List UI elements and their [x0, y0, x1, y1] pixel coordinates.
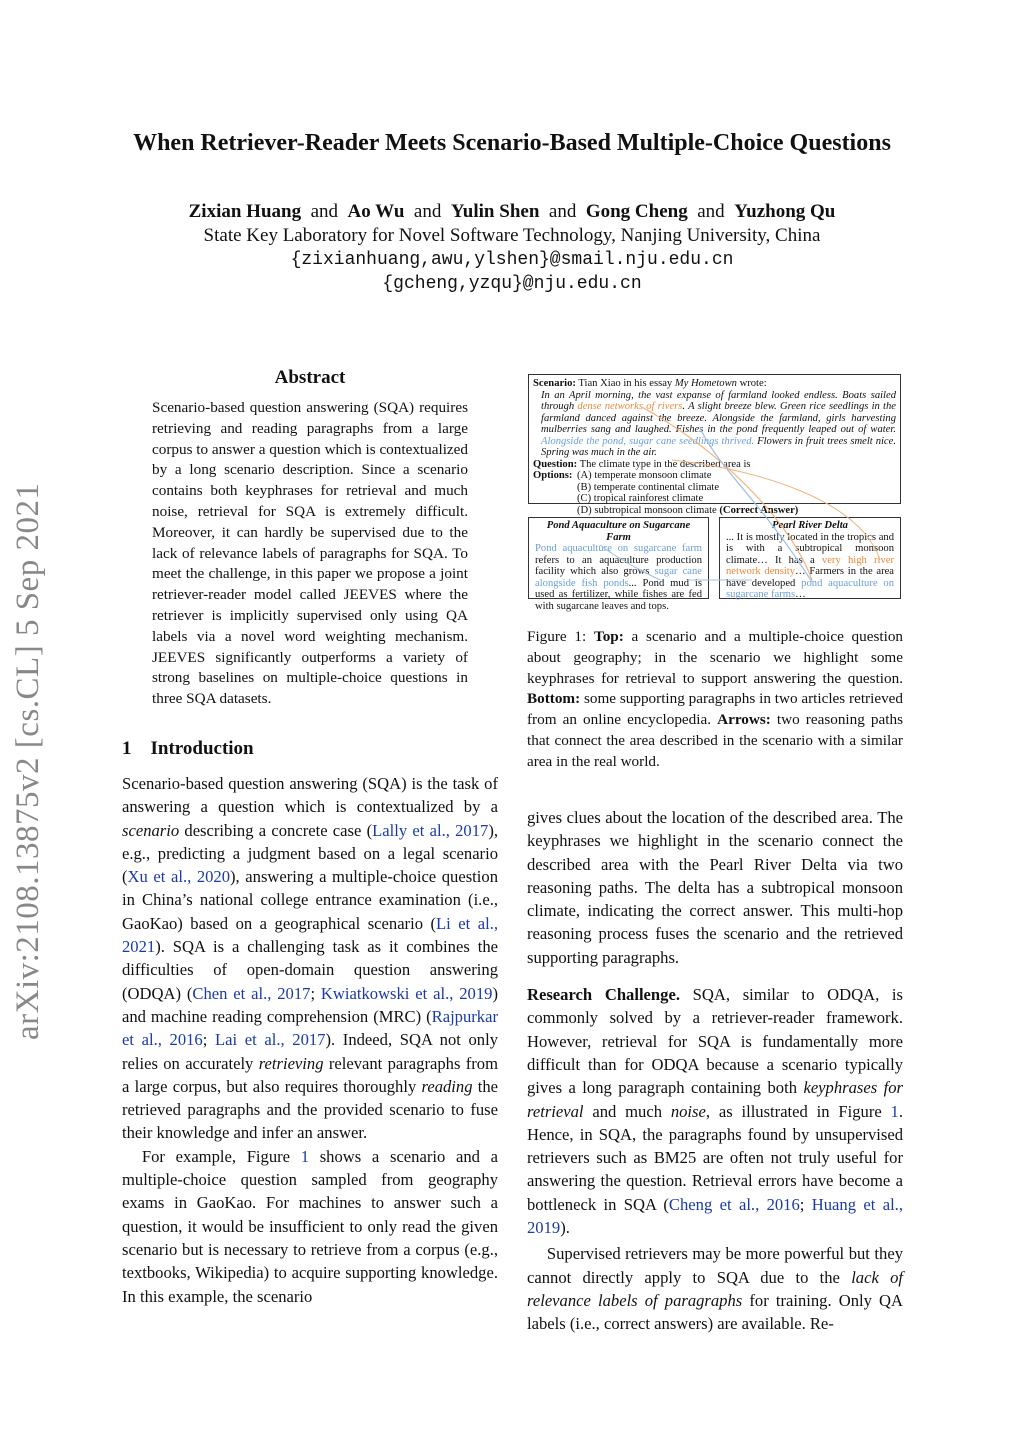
citation-link[interactable]: Lally et al., 2017 — [372, 820, 489, 840]
figure-paragraph-box-2: Pearl River Delta ... It is mostly located in the tropics and is with a subtropical monsoon climate… It has a very high river network density… Farmers in the area have developed pond aquaculture on sugarcane farms… — [719, 517, 901, 599]
and-word: and — [697, 201, 725, 222]
scenario-text: In an April morning, the vast expanse of farmland looked endless. Boats sailed through dense networks of rivers. A slight breeze blew. Green rice seedlings in the farmland danced against the breeze. Alongside the farmland, girls harvesting mulberries sang and laughed. Fishes in the pond frequently leaped out of water. Alongside the pond, sugar cane seedlings thrived. Flowers in fruit trees smelt nice. Spring was much in the air. — [541, 389, 897, 458]
paper-title: When Retriever-Reader Meets Scenario-Based Multiple-Choice Questions — [133, 130, 891, 156]
intro-paragraph-2: For example, Figure 1 shows a scenario and a multiple-choice question sampled from geography exams in GaoKao. For machines to answer such a question, it would be insufficient to only read the given scenario but is necessary to retrieve from a corpus (e.g., textbooks, Wikipedia) to acquire supporting knowledge. In this example, the scenario — [122, 1146, 498, 1306]
figure-scenario-box: Scenario: Tian Xiao in his essay My Hometown wrote: In an April morning, the vast expanse of farmland looked endless. Boats sailed through dense networks of rivers. A slight breeze blew. Green rice seedlings in the farmland danced against the breeze. Alongside the farmland, girls harvesting mulberries sang and laughed. Fishes in the pond frequently leaped out of water. Alongside the pond, sugar cane seedlings thrived. Flowers in fruit trees smelt nice. Spring was much in the air. Question: The climate type in the described area is Options: (A) temperate monsoon climate (B) temperate continental climate (C) tropical rainforest climate (D) subtropical monsoon climate (Correct Answer) — [528, 374, 901, 504]
citation-link[interactable]: Rajpurkar et al., 2016 — [122, 1006, 498, 1050]
citation-link[interactable]: Li et al., 2021 — [122, 913, 498, 957]
author-name: Gong Cheng — [585, 201, 688, 222]
and-word: and — [310, 201, 339, 222]
intro-paragraph-1: Scenario-based question answering (SQA) is the task of answering a question which is contextualized by a scenario describing a concrete case (Lally et al., 2017), e.g., predicting a judgment based on a legal scenario (Xu et al., 2020), answering a multiple-choice question in China’s national college entrance examination (i.e., GaoKao) based on a geographical scenario (Li et al., 2021). SQA is a challenging task as it combines the difficulties of open-domain question answering (ODQA) (Chen et al., 2017; Kwiatkowski et al., 2019) and machine reading comprehension (MRC) (Rajpurkar et al., 2016; Lai et al., 2017). Indeed, SQA not only relies on accurately retrieving relevant paragraphs from a large corpus, but also requires thoroughly reading the retrieved paragraphs and the provided scenario to fuse their knowledge and infer an answer. — [122, 774, 499, 1143]
options-list: (A) temperate monsoon climate (B) temperate continental climate (C) tropical rainforest climate (D) subtropical monsoon climate (Correct Answer) — [577, 470, 799, 516]
citation-link[interactable]: Chen et al., 2017 — [192, 983, 311, 1003]
email-line-2: {gcheng,yzqu}@nju.edu.cn — [382, 274, 642, 294]
citation-link[interactable]: Xu et al., 2020 — [127, 867, 231, 887]
abstract-text: Scenario-based question answering (SQA) requires retrieving and reading paragraphs from a large corpus to answer a question which is contextualized by a long scenario description. Since a scenario contains both keyphrases for retrieval and much noise, retrieval for SQA is extremely difficult. Moreover, it can hardly be supervised due to the lack of relevance labels of paragraphs for SQA. To meet the challenge, in this paper we propose a joint retriever-reader model called JEEVES where the retriever is implicitly supervised only using QA labels via a novel word weighting mechanism. JEEVES significantly outperforms a variety of strong baselines on multiple-choice questions in three SQA datasets. — [152, 399, 468, 708]
email-line-1: {zixianhuang,awu,ylshen}@smail.nju.edu.cn — [290, 250, 734, 270]
citation-link[interactable]: Lai et al., 2017 — [215, 1030, 326, 1050]
author-name: Yuzhong Qu — [734, 201, 836, 222]
figure-ref-link[interactable]: 1 — [890, 1101, 899, 1121]
intro-left-column — [122, 772, 498, 1308]
citation-link[interactable]: Huang et al., 2019 — [527, 1194, 903, 1238]
right-paragraph-3: Supervised retrievers may be more powerful but they cannot directly apply to SQA due to the lack of relevance labels of paragraphs for training. Only QA labels (i.e., correct answers) are available. Re- — [527, 1244, 904, 1334]
and-word: and — [548, 201, 577, 222]
right-paragraph-1: gives clues about the location of the described area. The keyphrases we highlight in the scenario connect the described area with the Pearl River Delta via two reasoning paths. The delta has a subtropical monsoon climate, indicating the correct answer. This multi-hop reasoning process fuses the scenario and the retrieved supporting paragraphs. — [527, 808, 903, 967]
citation-link[interactable]: Cheng et al., 2016 — [668, 1194, 800, 1214]
figure-caption: Figure 1: Top: a scenario and a multiple-choice question about geography; in the scenario we highlight some keyphrases for retrieval to support answering the question. Bottom: some supporting paragraphs in two articles retrieved from an online encyclopedia. Arrows: two reasoning paths that connect the area described in the scenario with a similar area in the real world. — [527, 628, 904, 770]
author-block — [0, 200, 1024, 296]
section-title: Introduction — [150, 738, 254, 759]
author-name: Yulin Shen — [450, 201, 540, 222]
figure-paragraph-box-1: Pond Aquaculture on Sugarcane Farm Pond aquaculture on sugarcane farm refers to an aquaculture production facility which also grows sugar cane alongside fish ponds... Pond mud is used as fertilizer, while fishes are fed with sugarcane leaves and tops. — [528, 517, 709, 599]
section-number: 1 — [122, 738, 132, 759]
and-word: and — [413, 201, 442, 222]
intro-right-column — [527, 806, 903, 1336]
citation-link[interactable]: Kwiatkowski et al., 2019 — [320, 983, 493, 1003]
abstract-heading: Abstract — [274, 367, 346, 388]
figure-ref-link[interactable]: 1 — [300, 1146, 310, 1166]
author-name: Ao Wu — [347, 201, 405, 222]
arxiv-identifier: arXiv:2108.13875v2 [cs.CL] 5 Sep 2021 — [10, 482, 46, 1040]
author-name: Zixian Huang — [188, 201, 302, 222]
research-challenge-paragraph: Research Challenge. SQA, similar to ODQA, is commonly solved by a retriever-reader framework. However, retrieval for SQA is fundamentally more difficult than for ODQA because a scenario typically gives a long paragraph containing both keyphrases for retrieval and much noise, as illustrated in Figure 1. Hence, in SQA, the paragraphs found by unsupervised retrievers such as BM25 are often not truly useful for answering the question. Retrieval errors have become a bottleneck in SQA (Cheng et al., 2016; Huang et al., 2019). — [527, 985, 903, 1238]
section-heading — [122, 738, 254, 760]
affiliation: State Key Laboratory for Novel Software Technology, Nanjing University, China — [203, 225, 821, 246]
